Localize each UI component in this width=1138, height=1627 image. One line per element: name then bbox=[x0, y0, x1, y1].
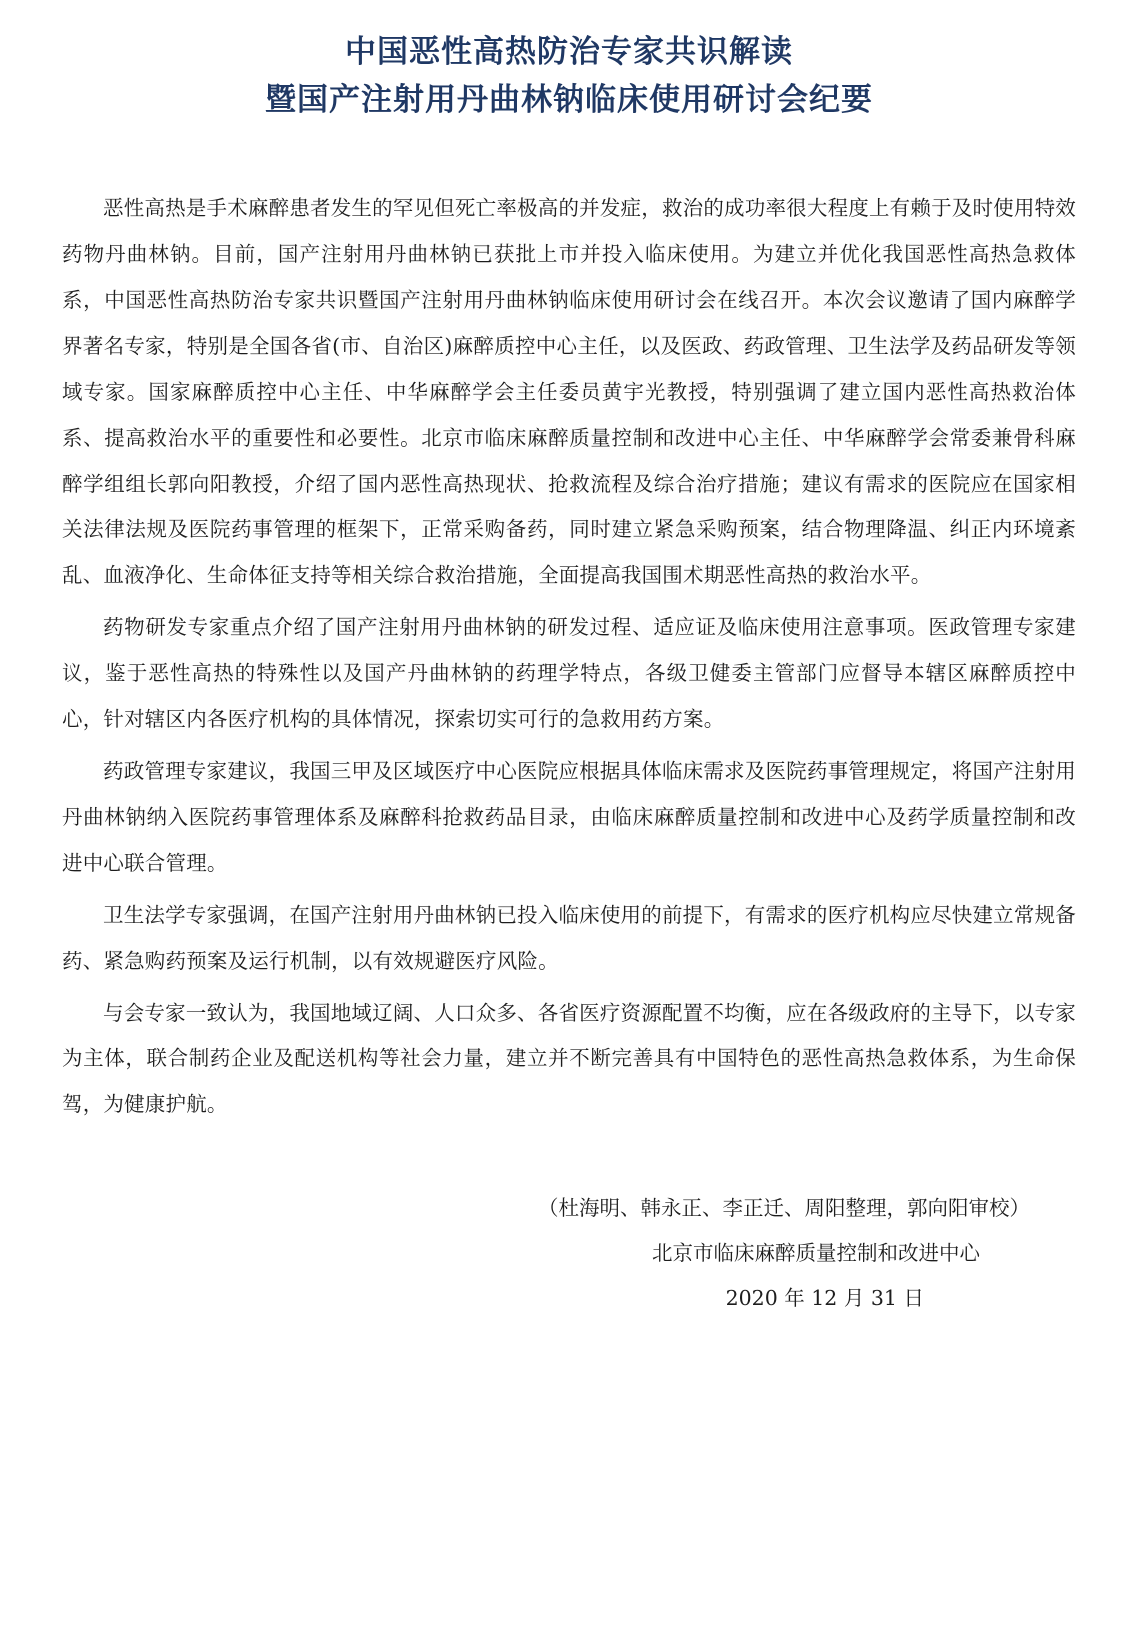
body-paragraph: 卫生法学专家强调，在国产注射用丹曲林钠已投入临床使用的前提下，有需求的医疗机构应尽快建立常规备药、紧急购药预案及运行机制，以有效规避医疗风险。 bbox=[62, 902, 1076, 973]
signature-date: 2020 年 12 月 31 日 bbox=[725, 1286, 924, 1311]
page-title bbox=[62, 28, 1076, 124]
signature-authors: （杜海明、韩永正、李正迁、周阳整理，郭向阳审校） bbox=[538, 1196, 1030, 1221]
signature-block bbox=[62, 1186, 1076, 1321]
page-title-line-2: 暨国产注射用丹曲林钠临床使用研讨会纪要 bbox=[265, 82, 873, 119]
page-title-line-1: 中国恶性高热防治专家共识解读 bbox=[345, 34, 793, 70]
body-paragraph: 与会专家一致认为，我国地域辽阔、人口众多、各省医疗资源配置不均衡，应在各级政府的主导下，以专家为主体，联合制药企业及配送机构等社会力量，建立并不断完善具有中国特色的恶性高热急救体系，为生命保驾，为健康护航。 bbox=[62, 1000, 1076, 1117]
signature-organization: 北京市临床麻醉质量控制和改进中心 bbox=[652, 1241, 980, 1266]
body-paragraph: 药政管理专家建议，我国三甲及区域医疗中心医院应根据具体临床需求及医院药事管理规定，将国产注射用丹曲林钠纳入医院药事管理体系及麻醉科抢救药品目录，由临床麻醉质量控制和改进中心及药学质量控制和改进中心联合管理。 bbox=[62, 758, 1076, 875]
document-body bbox=[62, 186, 1076, 1128]
body-paragraph: 药物研发专家重点介绍了国产注射用丹曲林钠的研发过程、适应证及临床使用注意事项。医政管理专家建议，鉴于恶性高热的特殊性以及国产丹曲林钠的药理学特点，各级卫健委主管部门应督导本辖区麻醉质控中心，针对辖区内各医疗机构的具体情况，探索切实可行的急救用药方案。 bbox=[62, 615, 1076, 732]
body-paragraph: 恶性高热是手术麻醉患者发生的罕见但死亡率极高的并发症，救治的成功率很大程度上有赖于及时使用特效药物丹曲林钠。目前，国产注射用丹曲林钠已获批上市并投入临床使用。为建立并优化我国恶性高热急救体系，中国恶性高热防治专家共识暨国产注射用丹曲林钠临床使用研讨会在线召开。本次会议邀请了国内麻醉学界著名专家，特别是全国各省(市、自治区)麻醉质控中心主任，以及医政、药政管理、卫生法学及药品研发等领域专家。国家麻醉质控中心主任、中华麻醉学会主任委员黄宇光教授，特别强调了建立国内恶性高热救治体系、提高救治水平的重要性和必要性。北京市临床麻醉质量控制和改进中心主任、中华麻醉学会常委兼骨科麻醉学组组长郭向阳教授，介绍了国内恶性高热现状、抢救流程及综合治疗措施；建议有需求的医院应在国家相关法律法规及医院药事管理的框架下，正常采购备药，同时建立紧急采购预案，结合物理降温、纠正内环境紊乱、血液净化、生命体征支持等相关综合救治措施，全面提高我国围术期恶性高热的救治水平。 bbox=[62, 196, 1076, 588]
